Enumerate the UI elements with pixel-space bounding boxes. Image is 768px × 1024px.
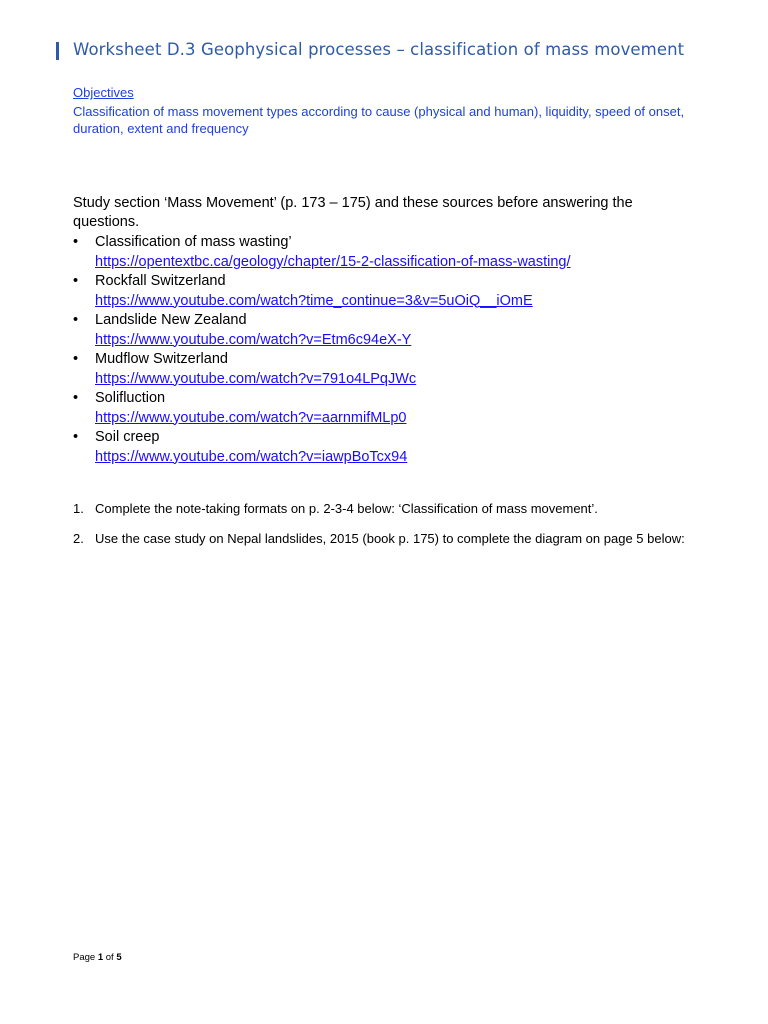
bullet-icon: • (73, 429, 79, 445)
source-title: Classification of mass wasting’ (95, 234, 292, 250)
list-item (73, 428, 698, 467)
source-title: Mudflow Switzerland (95, 351, 228, 367)
objectives-heading: Objectives (73, 85, 134, 100)
footer-of-word: of (105, 952, 114, 963)
source-link[interactable]: https://www.youtube.com/watch?v=iawpBoTcx94 (95, 448, 408, 465)
objectives-text: Classification of mass movement types according to cause (physical and human), liquidity, speed of onset, duration, extent and frequency (73, 104, 685, 136)
footer-total-pages: 5 (116, 952, 122, 963)
source-title: Landslide New Zealand (95, 312, 247, 328)
bullet-icon: • (73, 351, 79, 367)
sources-list (73, 233, 698, 467)
bullet-icon: • (73, 312, 79, 328)
footer-page-word: Page (73, 952, 96, 963)
list-item (73, 350, 698, 389)
bullet-icon: • (73, 234, 79, 250)
source-link[interactable]: https://www.youtube.com/watch?v=791o4LPqJWc (95, 370, 417, 387)
page-footer (73, 952, 122, 963)
page-title: Worksheet D.3 Geophysical processes – classification of mass movement (73, 40, 685, 59)
source-title: Soil creep (95, 429, 160, 445)
question-number: 2. (73, 531, 84, 546)
footer-current-page: 1 (97, 952, 104, 963)
bullet-icon: • (73, 390, 79, 406)
source-title: Rockfall Switzerland (95, 273, 226, 289)
question-text: Use the case study on Nepal landslides, 2015 (book p. 175) to complete the diagram on page 5 below: (95, 531, 685, 546)
list-item (73, 389, 698, 428)
list-item (73, 233, 698, 272)
question-item (73, 500, 698, 517)
intro-paragraph: Study section ‘Mass Movement’ (p. 173 – 175) and these sources before answering the questions. (73, 195, 633, 230)
list-item (73, 311, 698, 350)
question-text: Complete the note-taking formats on p. 2-3-4 below: ‘Classification of mass movement’. (95, 501, 598, 516)
question-item (73, 530, 698, 547)
source-link[interactable]: https://www.youtube.com/watch?v=Etm6c94eX-Y (95, 331, 412, 348)
source-link[interactable]: https://www.youtube.com/watch?time_continue=3&v=5uOiQ__iOmE (95, 292, 533, 309)
source-link[interactable]: https://opentextbc.ca/geology/chapter/15-2-classification-of-mass-wasting/ (95, 253, 571, 270)
source-title: Solifluction (95, 390, 166, 406)
list-item (73, 272, 698, 311)
source-link[interactable]: https://www.youtube.com/watch?v=aarnmifMLp0 (95, 409, 407, 426)
question-number: 1. (73, 501, 84, 516)
title-accent-bar (56, 42, 59, 60)
bullet-icon: • (73, 273, 79, 289)
questions-list (73, 500, 698, 547)
